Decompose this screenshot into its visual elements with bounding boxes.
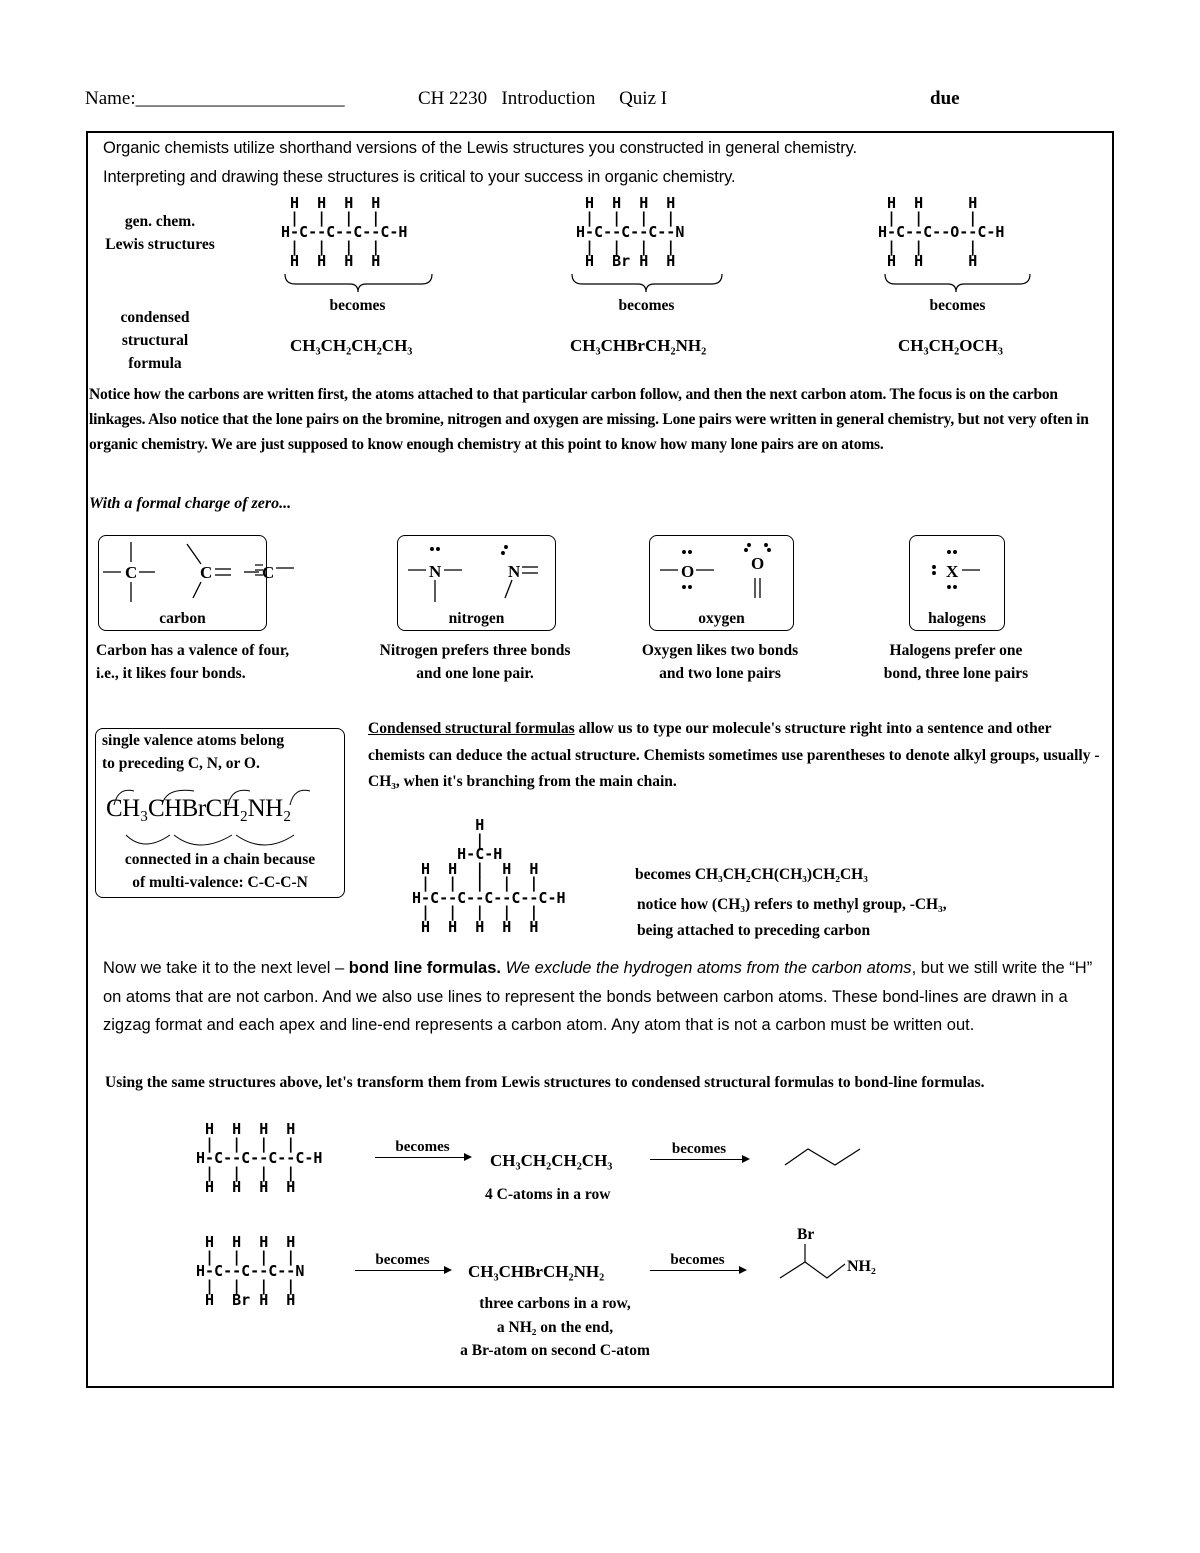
condensed-paragraph [368,716,1103,796]
formula-ether: CH₃CH₂OCH₃ [898,336,1004,355]
lewis-butane: H H H H | | | | H-C--C--C--C-H | | | | H H H H [281,194,408,270]
formal-charge-heading: With a formal charge of zero... [89,495,292,512]
single-valence-note: single valence atoms belong to preceding C, N, or O. [102,732,285,772]
bondline-paragraph: Now we take it to the next level – bond line formulas. We exclude the hydrogen atoms from the carbon atoms, but we still write the “H” on atoms that are not carbon. And we also use lines to represent the bonds between carbon atoms. These bond-lines are drawn in a zigzag format and each apex and line-end represents a carbon atom. Any atom that is not a carbon must be written out. [103,959,1093,1034]
condensed-row-label: condensed structural formula [120,309,190,372]
becomes-arrow-1b: becomes [650,1141,748,1160]
card-halogens [909,535,1005,631]
branched-note-2: notice how (CH₃) refers to methyl group, -CH₃, [637,896,947,913]
nitrogen-description: Nitrogen prefers three bonds and one lone pair. [379,642,571,682]
becomes-arrow-2b: becomes [650,1252,745,1271]
card-label-nitrogen: nitrogen [448,610,505,627]
branched-note-1: becomes CH₃CH₂CH(CH₃)CH₂CH₃ [635,866,868,883]
svg-text:N: N [508,562,521,581]
svg-text:C: C [262,563,275,582]
halogen-bonding-icon [910,536,1004,606]
carbon-bonding-icon [99,536,275,606]
condensed-text: allow us to type our molecule's structure right into a sentence and other chemists can deduce the actual structure. Chemists sometimes use parentheses to denote alkyl groups, usually -CH₃, when it's branching from the main chain. [368,720,1100,790]
bromoamine-bondline-drawing [775,1222,895,1282]
condensed-heading: Condensed structural formulas [368,720,575,737]
lewis-ether: H H H | | | H-C--C--O--C-H | | | H H H [878,194,1005,270]
becomes-2: becomes [618,297,675,314]
becomes-1: becomes [329,297,386,314]
svg-text:O: O [681,562,695,581]
intro-line-2: Interpreting and drawing these structures is critical to your success in organic chemistry. [103,168,736,186]
card-nitrogen [397,535,556,631]
due-label: due [930,88,960,109]
svg-text:C: C [200,563,213,582]
formula-butane: CH₃CH₂CH₂CH₃ [290,336,413,355]
course-title: CH 2230 Introduction Quiz I [418,88,668,109]
transform-formula-butane: CH₃CH₂CH₂CH₃ [490,1151,613,1170]
oxygen-bonding-icon [650,536,793,606]
transform-formula-bromoamine: CH₃CHBrCH₂NH₂ [468,1262,605,1281]
card-label-halogens: halogens [928,610,986,627]
brace-1 [285,274,432,292]
braces [280,272,1060,294]
halogen-description: Halogens prefer one bond, three lone pairs [883,642,1029,682]
triple-bond-icon [255,560,315,590]
transform-caption-butane: 4 C-atoms in a row [485,1186,611,1203]
formula-bromoamine: CH₃CHBrCH₂NH₂ [570,336,707,355]
becomes-arrow-2a: becomes [355,1252,450,1271]
card-oxygen [649,535,794,631]
becomes-arrow-1a: becomes [375,1139,470,1158]
nitrogen-bonding-icon [398,536,555,606]
svg-text:O: O [751,554,765,573]
card-label-oxygen: oxygen [698,610,745,627]
lewis-branched: H | H-C-H H H | H H | | | | | H-C--C--C--C--C-H | | | | | H H H H H [412,816,566,936]
svg-text:C: C [125,563,138,582]
bromine-label: Br [797,1226,815,1243]
carbon-description: Carbon has a valence of four, i.e., it likes four bonds. [96,642,290,682]
intro-line-1: Organic chemists utilize shorthand versions of the Lewis structures you constructed in general chemistry. [103,139,858,157]
svg-text:N: N [429,562,442,581]
oxygen-description: Oxygen likes two bonds and two lone pairs [641,642,799,682]
transform-lewis-butane: H H H H | | | | H-C--C--C--C-H | | | | H H H H [196,1120,323,1196]
chain-formula: CH₃CHBrCH₂NH₂ [106,795,291,822]
becomes-3: becomes [929,297,986,314]
butane-bondline-drawing [780,1140,870,1172]
card-label-carbon: carbon [159,610,206,627]
lewis-row-label: gen. chem. Lewis structures [105,213,215,253]
card-carbon [98,535,275,631]
amine-label: NH₂ [847,1258,876,1275]
svg-text:X: X [946,562,959,581]
brace-2 [572,274,722,292]
notice-paragraph: Notice how the carbons are written first, the atoms attached to that particular carbon follow, and then the next carbon atom. The focus is on the carbon linkages. Also notice that the lone pairs on the bromine, nitrogen and oxygen are missing. Lone pairs were written in general chemistry, but not very often in organic chemistry. We are just supposed to know enough chemistry at this point to know how many lone pairs are on atoms. [89,386,1089,453]
branched-note-3: being attached to preceding carbon [637,922,871,939]
transform-caption-bromoamine: three carbons in a row, a NH₂ on the end, a Br-atom on second C-atom [460,1295,650,1359]
chain-note: connected in a chain because of multi-valence: C-C-C-N [124,851,316,891]
valence-explanation-box [95,728,345,898]
name-field-label: Name:______________________ [85,88,345,109]
lewis-bromoamine: H H H H | | | | H-C--C--C--N | | | | H Br H H [576,194,685,270]
transform-heading: Using the same structures above, let's transform them from Lewis structures to condensed structural formulas to bond-line formulas. [105,1074,985,1091]
transform-lewis-bromoamine: H H H H | | | | H-C--C--C--N | | | | H Br H H [196,1233,305,1309]
brace-3 [885,274,1030,292]
